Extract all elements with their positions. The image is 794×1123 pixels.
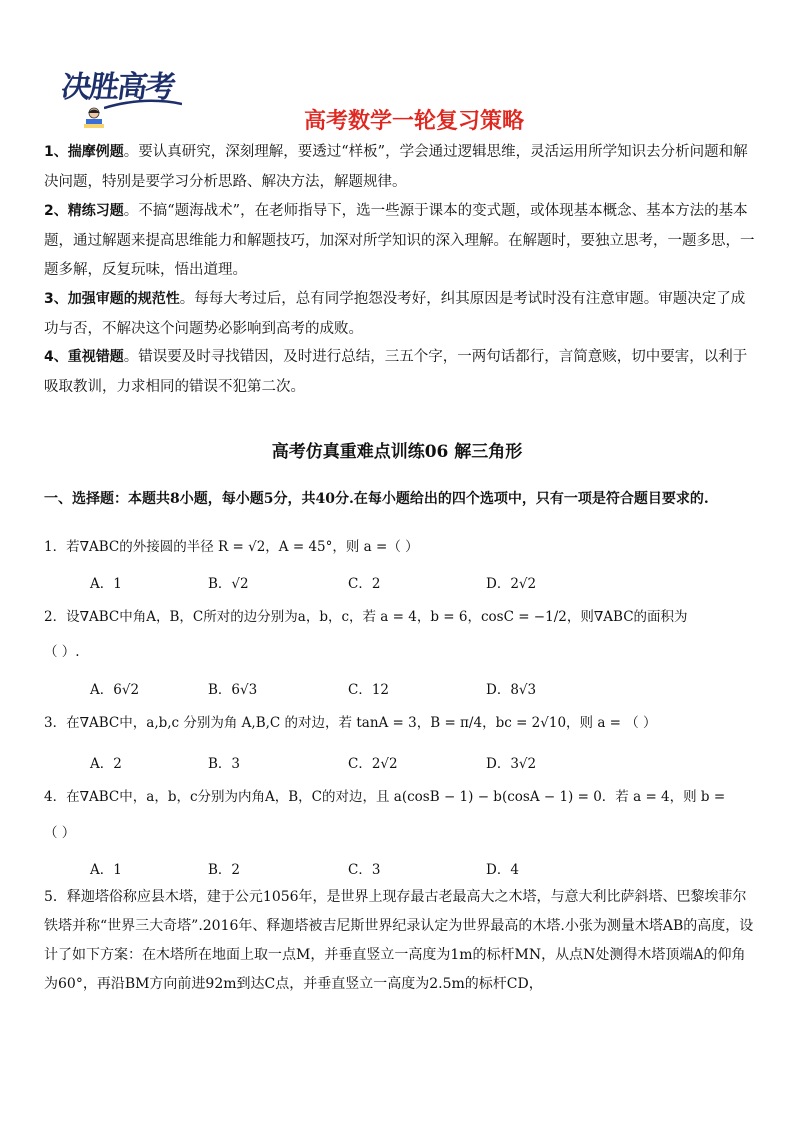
strategy-2-body: 。不搞“题海战术”，在老师指导下，选一些源于课本的变式题，或体现基本概念、基本方法的基本题，通过解题来提高思维能力和解题技巧，加深对所学知识的深入理解。在解题时，要独立思考，一题多思，一题多解，反复玩味，悟出道理。 bbox=[44, 203, 755, 278]
logo-text: 决胜高考 bbox=[59, 70, 176, 105]
q1-option-a: A．1 bbox=[90, 576, 122, 592]
question-4-stem-cont: （ ） bbox=[44, 825, 76, 841]
q4-option-c: C．3 bbox=[348, 862, 381, 878]
q3-option-a: A．2 bbox=[90, 756, 122, 772]
question-3-stem: 3．在∇ABC中，a,b,c 分别为角 A,B,C 的对边，若 tanA = 3，B = π/4，bc = 2√10，则 a = （ ） bbox=[44, 715, 657, 731]
question-4-stem: 4．在∇ABC中，a，b，c分别为内角A，B，C的对边，且 a(cosB − 1) − b(cosA − 1) = 0．若 a = 4，则 b = bbox=[44, 789, 726, 805]
q3-option-d: D．3√2 bbox=[486, 756, 537, 772]
q2-option-a: A．6√2 bbox=[90, 682, 140, 698]
strategy-2 bbox=[44, 197, 756, 286]
section-title: 高考仿真重难点训练06 解三角形 bbox=[271, 442, 523, 462]
strategy-3-body: 。每每大考过后，总有同学抱怨没考好，纠其原因是考试时没有注意审题。审题决定了成功与否，不解决这个问题势必影响到高考的成败。 bbox=[44, 291, 746, 337]
q4-option-d: D．4 bbox=[486, 862, 519, 878]
part1-heading: 一、选择题：本题共8小题，每小题5分，共40分.在每小题给出的四个选项中，只有一项是符合题目要求的. bbox=[44, 491, 709, 507]
strategy-3-head: 3、加强审题的规范性 bbox=[44, 291, 180, 307]
strategy-2-head: 2、精练习题 bbox=[44, 203, 124, 219]
question-1-stem: 1．若∇ABC的外接圆的半径 R = √2，A = 45°，则 a =（ ） bbox=[44, 539, 419, 555]
q3-option-c: C．2√2 bbox=[348, 756, 398, 772]
page-title: 高考数学一轮复习策略 bbox=[303, 109, 524, 134]
question-2-stem-cont: （ ）. bbox=[44, 644, 80, 660]
question-5-stem: 5．释迦塔俗称应县木塔，建于公元1056年，是世界上现存最古老最高大之木塔，与意大利比萨斜塔、巴黎埃菲尔铁塔并称“世界三大奇塔”.2016年、释迦塔被吉尼斯世界纪录认定为世界最高的木塔.小张为测量木塔AB的高度，设计了如下方案：在木塔所在地面上取一点M，并垂直竖立一高度为1m的标杆MN，从点N处测得木塔顶端A的仰角为60°，再沿BM方向前进92m到达C点，并垂直竖立一高度为2.5m的标杆CD， bbox=[44, 889, 754, 992]
strategy-4 bbox=[44, 343, 756, 402]
strategy-1 bbox=[44, 138, 756, 197]
q1-option-b: B．√2 bbox=[208, 576, 249, 592]
strategy-4-body: 。错误要及时寻找错因，及时进行总结，三五个字，一两句话都行，言简意赅，切中要害，以利于吸取教训，力求相同的错误不犯第二次。 bbox=[44, 349, 748, 395]
strategy-4-head: 4、重视错题 bbox=[44, 349, 124, 365]
q4-option-a: A．1 bbox=[90, 862, 122, 878]
q1-option-c: C．2 bbox=[348, 576, 381, 592]
q2-option-c: C．12 bbox=[348, 682, 390, 698]
strategy-3 bbox=[44, 285, 756, 344]
question-2-stem: 2．设∇ABC中角A，B，C所对的边分别为a，b，c，若 a = 4，b = 6，cosC = −1/2，则∇ABC的面积为 bbox=[44, 609, 688, 625]
q2-option-b: B．6√3 bbox=[208, 682, 258, 698]
strategy-1-head: 1、揣摩例题 bbox=[44, 144, 124, 160]
q1-option-d: D．2√2 bbox=[486, 576, 537, 592]
q3-option-b: B．3 bbox=[208, 756, 241, 772]
strategy-1-body: 。要认真研究，深刻理解，要透过“样板”，学会通过逻辑思维，灵活运用所学知识去分析问题和解决问题，特别是要学习分析思路、解决方法，解题规律。 bbox=[44, 144, 748, 190]
q2-option-d: D．8√3 bbox=[486, 682, 537, 698]
q4-option-b: B．2 bbox=[208, 862, 241, 878]
